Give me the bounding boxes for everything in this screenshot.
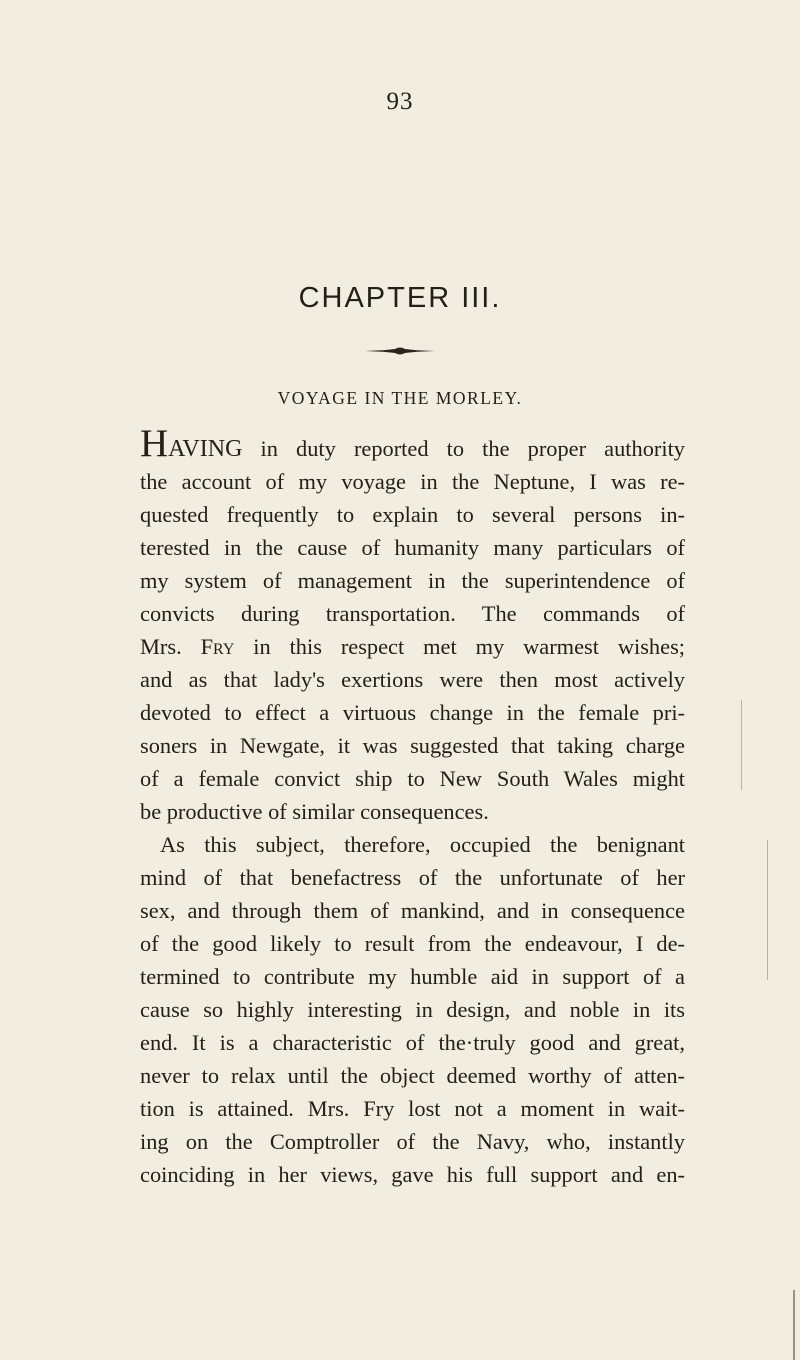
line-text: convicts during transportation. The commands of xyxy=(140,601,685,626)
text-line xyxy=(140,894,685,927)
text-line xyxy=(140,630,685,663)
margin-mark xyxy=(741,700,742,790)
page-number: 93 xyxy=(386,88,414,115)
line-text: of the good likely to result from the endeavour, I de- xyxy=(140,931,685,956)
text-line xyxy=(140,960,685,993)
text-line xyxy=(140,422,685,465)
line-segment: Mrs. xyxy=(140,634,201,659)
line-text: in duty reported to the proper authority xyxy=(242,436,685,461)
text-line xyxy=(140,828,685,861)
text-line xyxy=(140,1059,685,1092)
line-text: ing on the Comptroller of the Navy, who, instantly xyxy=(140,1129,685,1154)
line-text: never to relax until the object deemed worthy of atten- xyxy=(140,1063,685,1088)
text-line xyxy=(140,1158,685,1191)
line-text: the account of my voyage in the Neptune, I was re- xyxy=(140,469,685,494)
margin-mark xyxy=(767,840,768,980)
drop-cap: H xyxy=(140,422,169,465)
small-caps-name: Fry xyxy=(200,634,235,659)
text-line xyxy=(140,597,685,630)
chapter-subtitle: VOYAGE IN THE MORLEY. xyxy=(277,388,523,408)
line-text: my system of management in the superintendence of xyxy=(140,568,685,593)
line-text: cause so highly interesting in design, and noble in its xyxy=(140,997,685,1022)
text-line xyxy=(140,564,685,597)
text-line xyxy=(140,993,685,1026)
line-text: soners in Newgate, it was suggested that taking charge xyxy=(140,733,685,758)
line-text: and as that lady's exertions were then most actively xyxy=(140,667,685,692)
margin-mark xyxy=(793,1290,795,1360)
line-text: of a female convict ship to New South Wales might xyxy=(140,766,685,791)
body-text xyxy=(140,422,686,1191)
text-line xyxy=(140,498,685,531)
chapter-title: CHAPTER III. xyxy=(298,282,502,314)
text-line xyxy=(140,762,685,795)
text-line xyxy=(140,927,685,960)
line-text: coinciding in her views, gave his full support and en- xyxy=(140,1162,685,1187)
line-text: As this subject, therefore, occupied the benignant xyxy=(160,832,685,857)
text-line xyxy=(140,531,685,564)
line-text: tion is attained. Mrs. Fry lost not a moment in wait- xyxy=(140,1096,685,1121)
line-text: end. It is a characteristic of the·truly good and great, xyxy=(140,1030,685,1055)
line-text: terested in the cause of humanity many particulars of xyxy=(140,535,685,560)
text-line xyxy=(140,1092,685,1125)
first-word: AVING xyxy=(168,436,243,462)
text-line xyxy=(140,1026,685,1059)
text-line xyxy=(140,663,685,696)
line-text: devoted to effect a virtuous change in the female pri- xyxy=(140,700,685,725)
line-text: termined to contribute my humble aid in support of a xyxy=(140,964,685,989)
text-line xyxy=(140,795,685,828)
text-line xyxy=(140,696,685,729)
line-text: sex, and through them of mankind, and in consequence xyxy=(140,898,685,923)
rule-ornament-icon xyxy=(365,345,435,357)
text-line xyxy=(140,1125,685,1158)
line-segment: in this respect met my warmest wishes; xyxy=(234,634,686,659)
line-text: mind of that benefactress of the unfortunate of her xyxy=(140,865,685,890)
line-text: quested frequently to explain to several persons in- xyxy=(140,502,685,527)
text-line xyxy=(140,729,685,762)
text-line xyxy=(140,861,685,894)
text-line xyxy=(140,465,685,498)
line-text: be productive of similar consequences. xyxy=(140,799,489,824)
